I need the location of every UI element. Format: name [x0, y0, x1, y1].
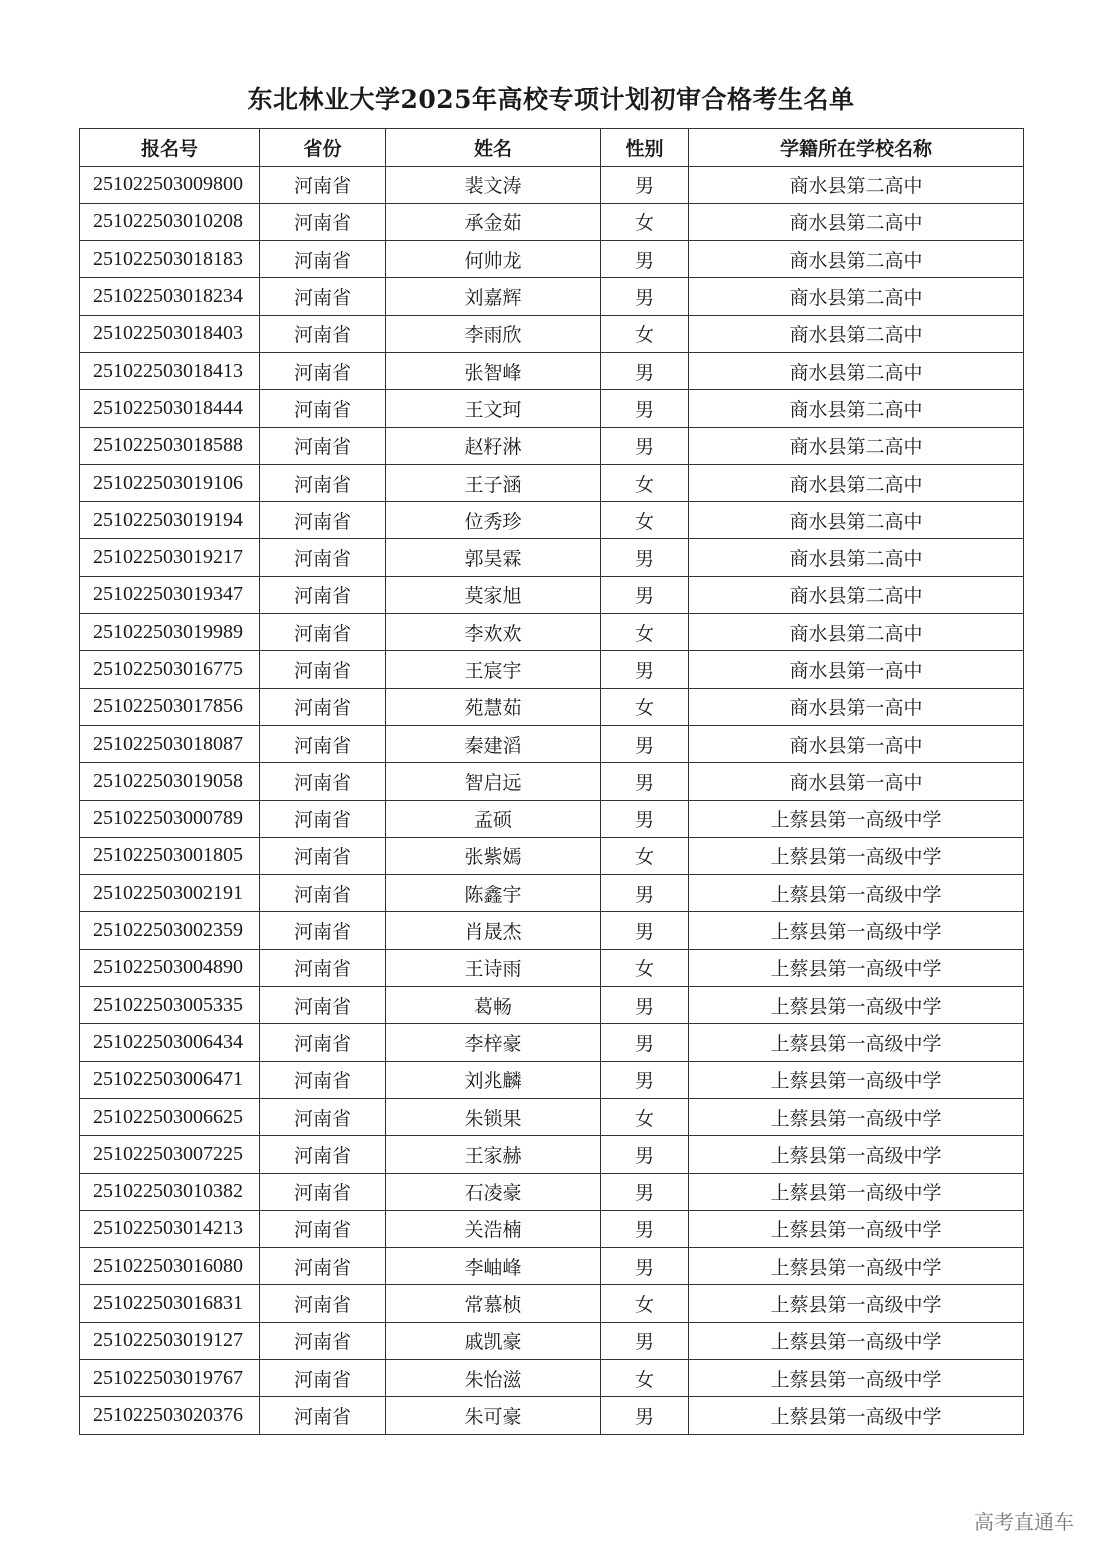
cell-name: 关浩楠 [386, 1210, 601, 1247]
cell-school: 商水县第二高中 [689, 576, 1024, 613]
table-row [80, 390, 1024, 427]
table-row [80, 1248, 1024, 1285]
cell-name: 位秀珍 [386, 502, 601, 539]
cell-registration-number: 251022503019989 [80, 614, 260, 651]
cell-registration-number: 251022503018234 [80, 278, 260, 315]
cell-school: 上蔡县第一高级中学 [689, 1173, 1024, 1210]
candidate-table [79, 128, 1024, 1435]
cell-name: 赵籽淋 [386, 427, 601, 464]
cell-registration-number: 251022503002191 [80, 875, 260, 912]
cell-registration-number: 251022503017856 [80, 688, 260, 725]
cell-name: 苑慧茹 [386, 688, 601, 725]
cell-name: 石凌豪 [386, 1173, 601, 1210]
cell-school: 上蔡县第一高级中学 [689, 987, 1024, 1024]
cell-gender: 男 [601, 875, 689, 912]
cell-name: 王子涵 [386, 464, 601, 501]
table-row [80, 763, 1024, 800]
cell-name: 王家赫 [386, 1136, 601, 1173]
cell-name: 李雨欣 [386, 315, 601, 352]
cell-school: 商水县第二高中 [689, 203, 1024, 240]
cell-name: 张智峰 [386, 352, 601, 389]
cell-registration-number: 251022503007225 [80, 1136, 260, 1173]
cell-school: 商水县第二高中 [689, 539, 1024, 576]
cell-school: 上蔡县第一高级中学 [689, 949, 1024, 986]
cell-registration-number: 251022503019127 [80, 1322, 260, 1359]
cell-province: 河南省 [260, 949, 386, 986]
watermark: 高考直通车 [974, 1510, 1074, 1534]
cell-name: 刘嘉辉 [386, 278, 601, 315]
cell-name: 裴文涛 [386, 166, 601, 203]
cell-registration-number: 251022503018588 [80, 427, 260, 464]
cell-province: 河南省 [260, 1210, 386, 1247]
cell-province: 河南省 [260, 875, 386, 912]
cell-province: 河南省 [260, 241, 386, 278]
cell-school: 商水县第二高中 [689, 390, 1024, 427]
table-row [80, 1360, 1024, 1397]
cell-gender: 男 [601, 725, 689, 762]
cell-registration-number: 251022503004890 [80, 949, 260, 986]
cell-gender: 男 [601, 800, 689, 837]
cell-school: 商水县第一高中 [689, 725, 1024, 762]
cell-name: 葛畅 [386, 987, 601, 1024]
cell-registration-number: 251022503016831 [80, 1285, 260, 1322]
cell-gender: 男 [601, 539, 689, 576]
cell-province: 河南省 [260, 987, 386, 1024]
cell-school: 商水县第二高中 [689, 352, 1024, 389]
table-row [80, 166, 1024, 203]
table-row [80, 837, 1024, 874]
table-row [80, 1173, 1024, 1210]
cell-registration-number: 251022503010208 [80, 203, 260, 240]
cell-name: 朱可豪 [386, 1397, 601, 1434]
cell-name: 朱锁果 [386, 1098, 601, 1135]
cell-province: 河南省 [260, 837, 386, 874]
cell-province: 河南省 [260, 278, 386, 315]
cell-gender: 男 [601, 1136, 689, 1173]
cell-province: 河南省 [260, 651, 386, 688]
cell-province: 河南省 [260, 1136, 386, 1173]
cell-gender: 男 [601, 166, 689, 203]
cell-school: 上蔡县第一高级中学 [689, 1397, 1024, 1434]
cell-registration-number: 251022503019106 [80, 464, 260, 501]
cell-school: 商水县第一高中 [689, 688, 1024, 725]
table-row [80, 576, 1024, 613]
cell-gender: 女 [601, 1098, 689, 1135]
cell-name: 李梓豪 [386, 1024, 601, 1061]
table-row [80, 502, 1024, 539]
cell-registration-number: 251022503018087 [80, 725, 260, 762]
cell-gender: 女 [601, 464, 689, 501]
cell-name: 张紫嫣 [386, 837, 601, 874]
cell-school: 商水县第二高中 [689, 315, 1024, 352]
cell-gender: 男 [601, 576, 689, 613]
cell-school: 上蔡县第一高级中学 [689, 837, 1024, 874]
cell-school: 上蔡县第一高级中学 [689, 1248, 1024, 1285]
cell-name: 陈鑫宇 [386, 875, 601, 912]
cell-registration-number: 251022503016080 [80, 1248, 260, 1285]
cell-school: 商水县第二高中 [689, 166, 1024, 203]
cell-registration-number: 251022503019058 [80, 763, 260, 800]
table-row [80, 1322, 1024, 1359]
cell-province: 河南省 [260, 576, 386, 613]
cell-province: 河南省 [260, 166, 386, 203]
cell-registration-number: 251022503014213 [80, 1210, 260, 1247]
cell-province: 河南省 [260, 1397, 386, 1434]
cell-school: 上蔡县第一高级中学 [689, 1061, 1024, 1098]
cell-province: 河南省 [260, 1360, 386, 1397]
cell-province: 河南省 [260, 1024, 386, 1061]
cell-name: 王宸宇 [386, 651, 601, 688]
cell-registration-number: 251022503001805 [80, 837, 260, 874]
header-gender: 性别 [601, 129, 689, 167]
cell-province: 河南省 [260, 352, 386, 389]
cell-registration-number: 251022503018413 [80, 352, 260, 389]
table-row [80, 203, 1024, 240]
cell-gender: 男 [601, 1210, 689, 1247]
cell-registration-number: 251022503019194 [80, 502, 260, 539]
table-body [80, 166, 1024, 1434]
cell-name: 莫家旭 [386, 576, 601, 613]
cell-name: 李欢欢 [386, 614, 601, 651]
table-header-row [80, 129, 1024, 167]
cell-gender: 男 [601, 1248, 689, 1285]
cell-school: 上蔡县第一高级中学 [689, 875, 1024, 912]
cell-name: 李岫峰 [386, 1248, 601, 1285]
cell-registration-number: 251022503009800 [80, 166, 260, 203]
table-row [80, 800, 1024, 837]
cell-name: 秦建滔 [386, 725, 601, 762]
cell-province: 河南省 [260, 688, 386, 725]
cell-name: 戚凯豪 [386, 1322, 601, 1359]
table-row [80, 1061, 1024, 1098]
cell-gender: 男 [601, 987, 689, 1024]
table-row [80, 1098, 1024, 1135]
header-province: 省份 [260, 129, 386, 167]
table-row [80, 352, 1024, 389]
table-row [80, 987, 1024, 1024]
cell-school: 上蔡县第一高级中学 [689, 1285, 1024, 1322]
cell-school: 商水县第二高中 [689, 278, 1024, 315]
table-row [80, 725, 1024, 762]
cell-gender: 女 [601, 688, 689, 725]
table-row [80, 1397, 1024, 1434]
cell-province: 河南省 [260, 427, 386, 464]
cell-registration-number: 251022503006434 [80, 1024, 260, 1061]
cell-school: 上蔡县第一高级中学 [689, 1210, 1024, 1247]
table-row [80, 688, 1024, 725]
cell-registration-number: 251022503019217 [80, 539, 260, 576]
cell-province: 河南省 [260, 614, 386, 651]
cell-school: 上蔡县第一高级中学 [689, 1322, 1024, 1359]
cell-province: 河南省 [260, 725, 386, 762]
cell-province: 河南省 [260, 502, 386, 539]
cell-gender: 男 [601, 241, 689, 278]
cell-registration-number: 251022503018403 [80, 315, 260, 352]
cell-gender: 男 [601, 427, 689, 464]
table-row [80, 912, 1024, 949]
cell-gender: 男 [601, 763, 689, 800]
cell-gender: 男 [601, 912, 689, 949]
cell-school: 商水县第二高中 [689, 502, 1024, 539]
cell-gender: 女 [601, 1285, 689, 1322]
cell-registration-number: 251022503020376 [80, 1397, 260, 1434]
cell-school: 上蔡县第一高级中学 [689, 1136, 1024, 1173]
cell-gender: 女 [601, 837, 689, 874]
cell-school: 商水县第一高中 [689, 763, 1024, 800]
cell-registration-number: 251022503019347 [80, 576, 260, 613]
cell-name: 刘兆麟 [386, 1061, 601, 1098]
table-row [80, 427, 1024, 464]
cell-school: 商水县第二高中 [689, 464, 1024, 501]
cell-gender: 男 [601, 1322, 689, 1359]
cell-registration-number: 251022503018183 [80, 241, 260, 278]
table-row [80, 614, 1024, 651]
table-row [80, 1024, 1024, 1061]
table-row [80, 278, 1024, 315]
table-row [80, 1210, 1024, 1247]
cell-registration-number: 251022503002359 [80, 912, 260, 949]
cell-province: 河南省 [260, 390, 386, 427]
cell-gender: 男 [601, 390, 689, 427]
cell-gender: 女 [601, 502, 689, 539]
cell-registration-number: 251022503005335 [80, 987, 260, 1024]
cell-province: 河南省 [260, 1285, 386, 1322]
cell-province: 河南省 [260, 1061, 386, 1098]
cell-gender: 男 [601, 1173, 689, 1210]
cell-province: 河南省 [260, 1248, 386, 1285]
table-row [80, 1136, 1024, 1173]
cell-name: 承金茹 [386, 203, 601, 240]
table-row [80, 949, 1024, 986]
cell-province: 河南省 [260, 1322, 386, 1359]
cell-name: 孟硕 [386, 800, 601, 837]
cell-school: 商水县第二高中 [689, 427, 1024, 464]
table-row [80, 651, 1024, 688]
cell-province: 河南省 [260, 539, 386, 576]
cell-registration-number: 251022503006471 [80, 1061, 260, 1098]
table-row [80, 1285, 1024, 1322]
cell-registration-number: 251022503019767 [80, 1360, 260, 1397]
cell-gender: 男 [601, 1024, 689, 1061]
cell-school: 上蔡县第一高级中学 [689, 800, 1024, 837]
table-row [80, 464, 1024, 501]
table-row [80, 875, 1024, 912]
cell-school: 商水县第二高中 [689, 241, 1024, 278]
cell-registration-number: 251022503016775 [80, 651, 260, 688]
cell-school: 上蔡县第一高级中学 [689, 1024, 1024, 1061]
table-row [80, 539, 1024, 576]
cell-province: 河南省 [260, 1098, 386, 1135]
cell-province: 河南省 [260, 464, 386, 501]
cell-gender: 女 [601, 315, 689, 352]
cell-name: 郭昊霖 [386, 539, 601, 576]
cell-name: 王文珂 [386, 390, 601, 427]
header-name: 姓名 [386, 129, 601, 167]
cell-gender: 男 [601, 1061, 689, 1098]
cell-name: 王诗雨 [386, 949, 601, 986]
cell-school: 商水县第二高中 [689, 614, 1024, 651]
cell-province: 河南省 [260, 203, 386, 240]
cell-name: 朱怡滋 [386, 1360, 601, 1397]
cell-gender: 男 [601, 352, 689, 389]
cell-registration-number: 251022503010382 [80, 1173, 260, 1210]
cell-province: 河南省 [260, 800, 386, 837]
cell-gender: 女 [601, 949, 689, 986]
cell-registration-number: 251022503018444 [80, 390, 260, 427]
cell-school: 上蔡县第一高级中学 [689, 1098, 1024, 1135]
cell-gender: 女 [601, 614, 689, 651]
cell-province: 河南省 [260, 1173, 386, 1210]
cell-gender: 男 [601, 278, 689, 315]
cell-school: 商水县第一高中 [689, 651, 1024, 688]
cell-school: 上蔡县第一高级中学 [689, 912, 1024, 949]
cell-name: 常慕桢 [386, 1285, 601, 1322]
cell-name: 肖晟杰 [386, 912, 601, 949]
header-registration-number: 报名号 [80, 129, 260, 167]
header-school: 学籍所在学校名称 [689, 129, 1024, 167]
cell-gender: 男 [601, 651, 689, 688]
cell-registration-number: 251022503000789 [80, 800, 260, 837]
cell-name: 智启远 [386, 763, 601, 800]
cell-gender: 男 [601, 1397, 689, 1434]
cell-province: 河南省 [260, 315, 386, 352]
table-row [80, 241, 1024, 278]
cell-province: 河南省 [260, 912, 386, 949]
cell-gender: 女 [601, 1360, 689, 1397]
cell-province: 河南省 [260, 763, 386, 800]
table-row [80, 315, 1024, 352]
cell-gender: 女 [601, 203, 689, 240]
cell-school: 上蔡县第一高级中学 [689, 1360, 1024, 1397]
cell-name: 何帅龙 [386, 241, 601, 278]
document-title: 东北林业大学2025年高校专项计划初审合格考生名单 [247, 85, 855, 114]
cell-registration-number: 251022503006625 [80, 1098, 260, 1135]
